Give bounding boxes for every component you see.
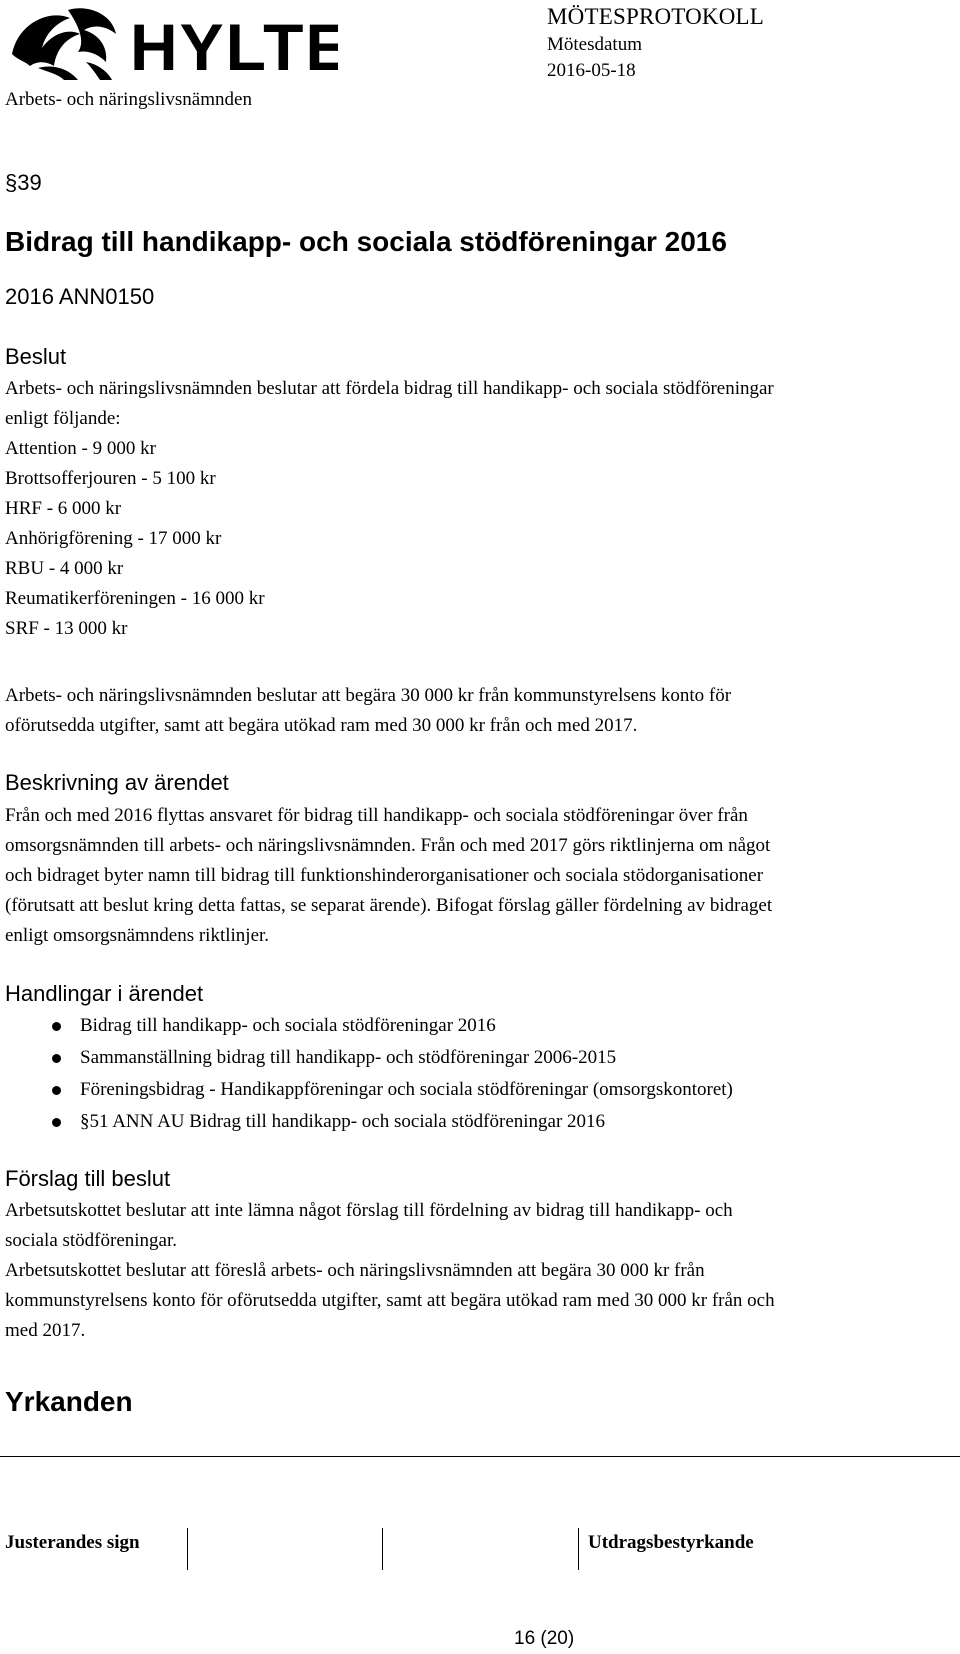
decision-line: RBU - 4 000 kr (5, 558, 124, 579)
proposal-line: Arbetsutskottet beslutar att inte lämna något förslag till fördelning av bidrag till handikapp- och (5, 1200, 733, 1221)
list-item: Föreningsbidrag - Handikappföreningar och sociala stödföreningar (omsorgskontoret) (5, 1074, 733, 1106)
decision-line: HRF - 6 000 kr (5, 498, 122, 519)
bullet-icon (52, 1086, 61, 1095)
documents-list (5, 1010, 733, 1138)
footer-divider (0, 1456, 960, 1457)
proposal-text (5, 1196, 950, 1346)
decision-second-text (5, 681, 950, 741)
logo-text: HYLTE (130, 10, 338, 82)
description-line: Från och med 2016 flyttas ansvaret för bidrag till handikapp- och sociala stödföreningar över från (5, 805, 748, 826)
bullet-icon (52, 1022, 61, 1031)
bullet-icon (52, 1054, 61, 1063)
case-number: 2016 ANN0150 (5, 284, 155, 309)
description-line: omsorgsnämnden till arbets- och näringslivsnämnden. Från och med 2017 görs riktlinjerna om något (5, 835, 771, 856)
proposal-line: kommunstyrelsens konto för oförutsedda utgifter, samt att begära utökad ram med 30 000 kr från och (5, 1290, 775, 1311)
paragraph-number: §39 (5, 170, 42, 195)
list-item: Sammanställning bidrag till handikapp- och stödföreningar 2006-2015 (5, 1042, 733, 1074)
proposal-heading: Förslag till beslut (5, 1166, 171, 1191)
decision-line: Anhörigförening - 17 000 kr (5, 528, 222, 549)
item-title: Bidrag till handikapp- och sociala stödföreningar 2016 (5, 226, 727, 257)
sign-label: Justerandes sign (5, 1532, 140, 1553)
hylte-logo (8, 4, 338, 82)
sign-field-divider (187, 1528, 188, 1570)
list-item: Bidrag till handikapp- och sociala stödföreningar 2016 (5, 1010, 733, 1042)
description-line: (förutsatt att beslut kring detta fattas, se separat ärende). Bifogat förslag gäller fördelning av bidraget (5, 895, 773, 916)
description-line: och bidraget byter namn till bidrag till funktionshinderorganisationer och sociala stödorganisationer (5, 865, 764, 886)
decision-text (5, 374, 950, 644)
proposal-line: med 2017. (5, 1320, 86, 1341)
meeting-date-label: Mötesdatum (547, 34, 642, 55)
documents-heading: Handlingar i ärendet (5, 981, 204, 1006)
decision-line: Arbets- och näringslivsnämnden beslutar att fördela bidrag till handikapp- och sociala stödföreningar (5, 378, 774, 399)
yrkanden-heading: Yrkanden (5, 1386, 133, 1417)
decision-heading: Beslut (5, 344, 67, 369)
sign-field-divider (578, 1528, 579, 1570)
decision-line: enligt följande: (5, 408, 121, 429)
decision-line: Reumatikerföreningen - 16 000 kr (5, 588, 265, 609)
organization-name: Arbets- och näringslivsnämnden (5, 89, 252, 110)
page-number: 16 (20) (514, 1628, 575, 1649)
description-text (5, 801, 950, 951)
decision-second-line: Arbets- och näringslivsnämnden beslutar att begära 30 000 kr från kommunstyrelsens konto för (5, 685, 732, 706)
decision-line: Attention - 9 000 kr (5, 438, 156, 459)
list-item: §51 ANN AU Bidrag till handikapp- och sociala stödföreningar 2016 (5, 1106, 733, 1138)
proposal-line: Arbetsutskottet beslutar att föreslå arbets- och näringslivsnämnden att begära 30 000 kr från (5, 1260, 705, 1281)
extract-label: Utdragsbestyrkande (588, 1532, 754, 1553)
bullet-icon (52, 1118, 61, 1127)
decision-line: Brottsofferjouren - 5 100 kr (5, 468, 216, 489)
meeting-date: 2016-05-18 (547, 60, 636, 81)
proposal-line: sociala stödföreningar. (5, 1230, 178, 1251)
description-line: enligt omsorgsnämndens riktlinjer. (5, 925, 270, 946)
description-heading: Beskrivning av ärendet (5, 770, 229, 795)
sign-field-divider (382, 1528, 383, 1570)
decision-second-line: oförutsedda utgifter, samt att begära utökad ram med 30 000 kr från och med 2017. (5, 715, 638, 736)
document-type: MÖTESPROTOKOLL (547, 4, 765, 29)
decision-line: SRF - 13 000 kr (5, 618, 128, 639)
